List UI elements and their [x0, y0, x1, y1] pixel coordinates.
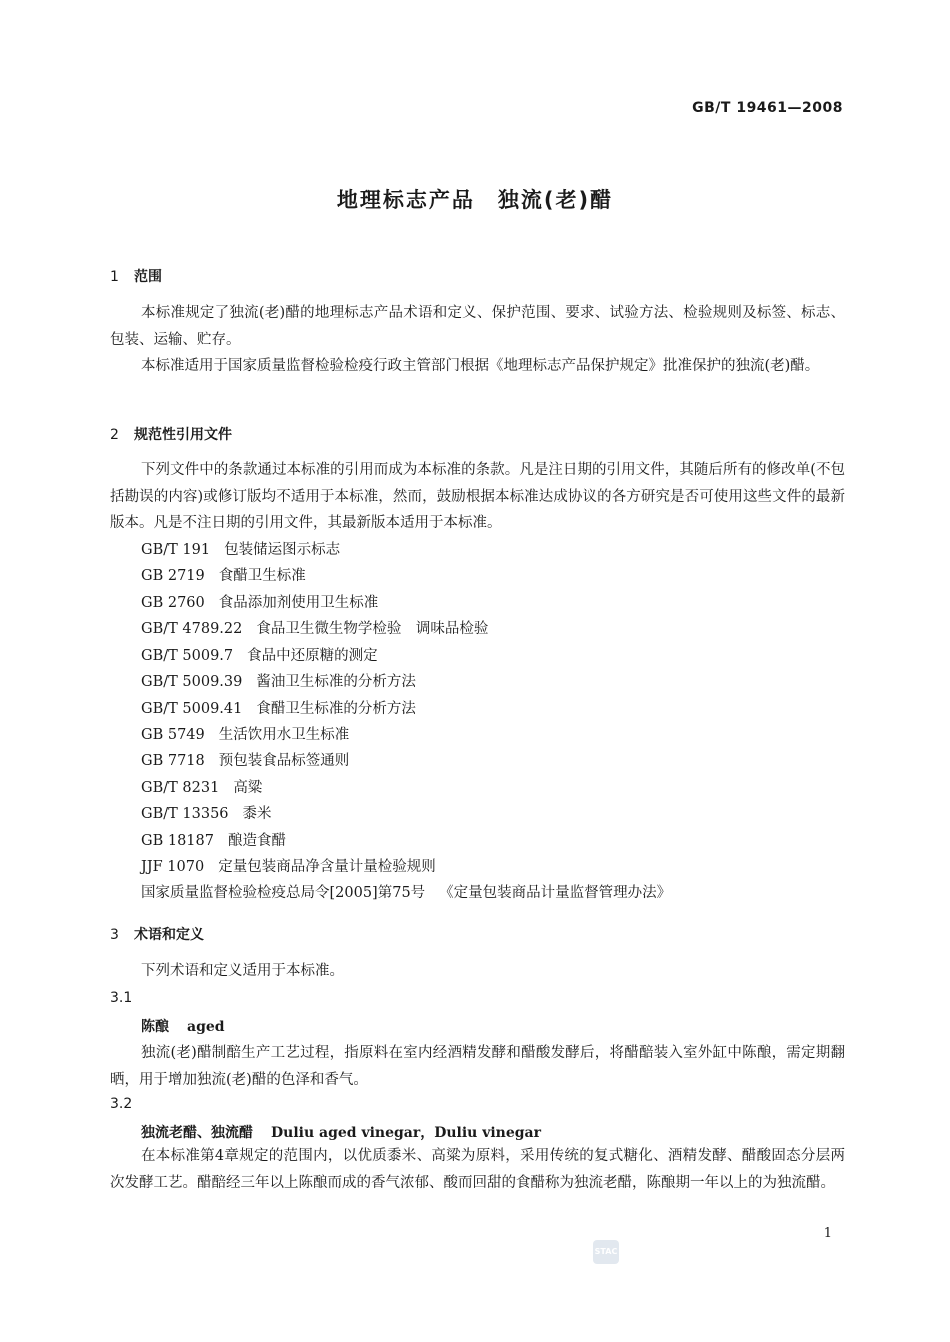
term-definition: 在本标准第4章规定的范围内，以优质黍米、高粱为原料，采用传统的复式糖化、酒精发酵、醋酸固态分层两次发酵工艺。醋醅经三年以上陈酿而成的香气浓郁、酸而回甜的食醋称为独流老醋，陈酿期一年以上的为独流醋。 [110, 1148, 845, 1191]
reference-title: 预包装食品标签通则 [218, 753, 350, 769]
reference-item [141, 801, 272, 828]
reference-title: 食醋卫生标准的分析方法 [256, 701, 416, 717]
section-title: 规范性引用文件 [134, 427, 232, 443]
reference-item [141, 537, 340, 564]
term-en: Duliu aged vinegar，Duliu vinegar [271, 1125, 541, 1141]
reference-item [141, 880, 671, 907]
reference-item [141, 669, 416, 696]
reference-item [141, 616, 488, 643]
reference-title: 食品添加剂使用卫生标准 [218, 595, 379, 611]
reference-item [141, 696, 416, 723]
reference-code: 国家质量监督检验检疫总局令[2005]第75号 [141, 885, 426, 901]
reference-code: GB/T 8231 [141, 780, 220, 796]
term-heading [141, 1122, 541, 1142]
reference-code: JJF 1070 [141, 859, 205, 875]
paragraph: 下列术语和定义适用于本标准。 [141, 963, 344, 979]
standard-code: GB/T 19461—2008 [692, 100, 843, 116]
reference-title: 定量包装商品净含量计量检验规则 [218, 859, 436, 875]
section-number: 2 [110, 427, 119, 443]
reference-title: 生活饮用水卫生标准 [218, 727, 350, 743]
term-number: 3.1 [110, 990, 133, 1006]
term-zh: 陈酿 [141, 1019, 169, 1035]
section-number: 1 [110, 269, 119, 285]
paragraph: 本标准规定了独流(老)醋的地理标志产品术语和定义、保护范围、要求、试验方法、检验规则及标签、标志、包装、运输、贮存。 [110, 305, 845, 348]
reference-code: GB 2760 [141, 595, 205, 611]
reference-item [141, 775, 262, 802]
term-definition: 独流(老)醋制醅生产工艺过程，指原料在室内经酒精发酵和醋酸发酵后，将醋醅装入室外缸中陈酿，需定期翻晒，用于增加独流(老)醋的色泽和香气。 [110, 1045, 845, 1088]
term-heading [141, 1016, 225, 1036]
term-zh: 独流老醋、独流醋 [141, 1125, 253, 1141]
reference-code: GB/T 191 [141, 542, 211, 558]
reference-code: GB/T 5009.39 [141, 674, 243, 690]
section-heading [110, 266, 162, 286]
reference-code: GB 7718 [141, 753, 205, 769]
reference-code: GB 5749 [141, 727, 205, 743]
reference-title: 酿造食醋 [227, 833, 286, 849]
reference-title: 高粱 [233, 780, 263, 796]
reference-code: GB 2719 [141, 568, 205, 584]
reference-code: GB/T 5009.41 [141, 701, 243, 717]
reference-item [141, 828, 286, 855]
reference-title: 食品中还原糖的测定 [247, 648, 378, 664]
reference-title: 包装储运图示标志 [224, 542, 341, 558]
reference-code: GB 18187 [141, 833, 214, 849]
reference-item [141, 563, 306, 590]
reference-code: GB/T 5009.7 [141, 648, 234, 664]
term-number: 3.2 [110, 1096, 133, 1112]
document-title: 地理标志产品 独流(老)醋 [336, 188, 614, 212]
reference-title: 食醋卫生标准 [218, 568, 306, 584]
reference-code: GB/T 4789.22 [141, 621, 243, 637]
paragraph: 下列文件中的条款通过本标准的引用而成为本标准的条款。凡是注日期的引用文件，其随后所有的修改单(不包括勘误的内容)或修订版均不适用于本标准，然而，鼓励根据本标准达成协议的各方研究是否可使用这些文件的最新版本。凡是不注日期的引用文件，其最新版本适用于本标准。 [110, 462, 845, 531]
reference-item [141, 748, 349, 775]
reference-code: GB/T 13356 [141, 806, 229, 822]
section-heading [110, 924, 204, 944]
reference-title: 食品卫生微生物学检验 调味品检验 [256, 621, 489, 637]
paragraph: 本标准适用于国家质量监督检验检疫行政主管部门根据《地理标志产品保护规定》批准保护的独流(老)醋。 [141, 358, 820, 374]
reference-title: 《定量包装商品计量监督管理办法》 [439, 885, 672, 901]
reference-item [141, 590, 378, 617]
reference-item [141, 722, 349, 749]
section-title: 范围 [134, 269, 162, 285]
publisher-logo: STAC [593, 1240, 619, 1264]
section-heading [110, 424, 232, 444]
reference-item [141, 854, 436, 881]
section-title: 术语和定义 [134, 927, 204, 943]
reference-title: 黍米 [242, 806, 272, 822]
section-number: 3 [110, 927, 119, 943]
reference-item [141, 643, 378, 670]
page-number: 1 [823, 1226, 832, 1241]
reference-title: 酱油卫生标准的分析方法 [256, 674, 416, 690]
term-en: aged [187, 1019, 225, 1035]
